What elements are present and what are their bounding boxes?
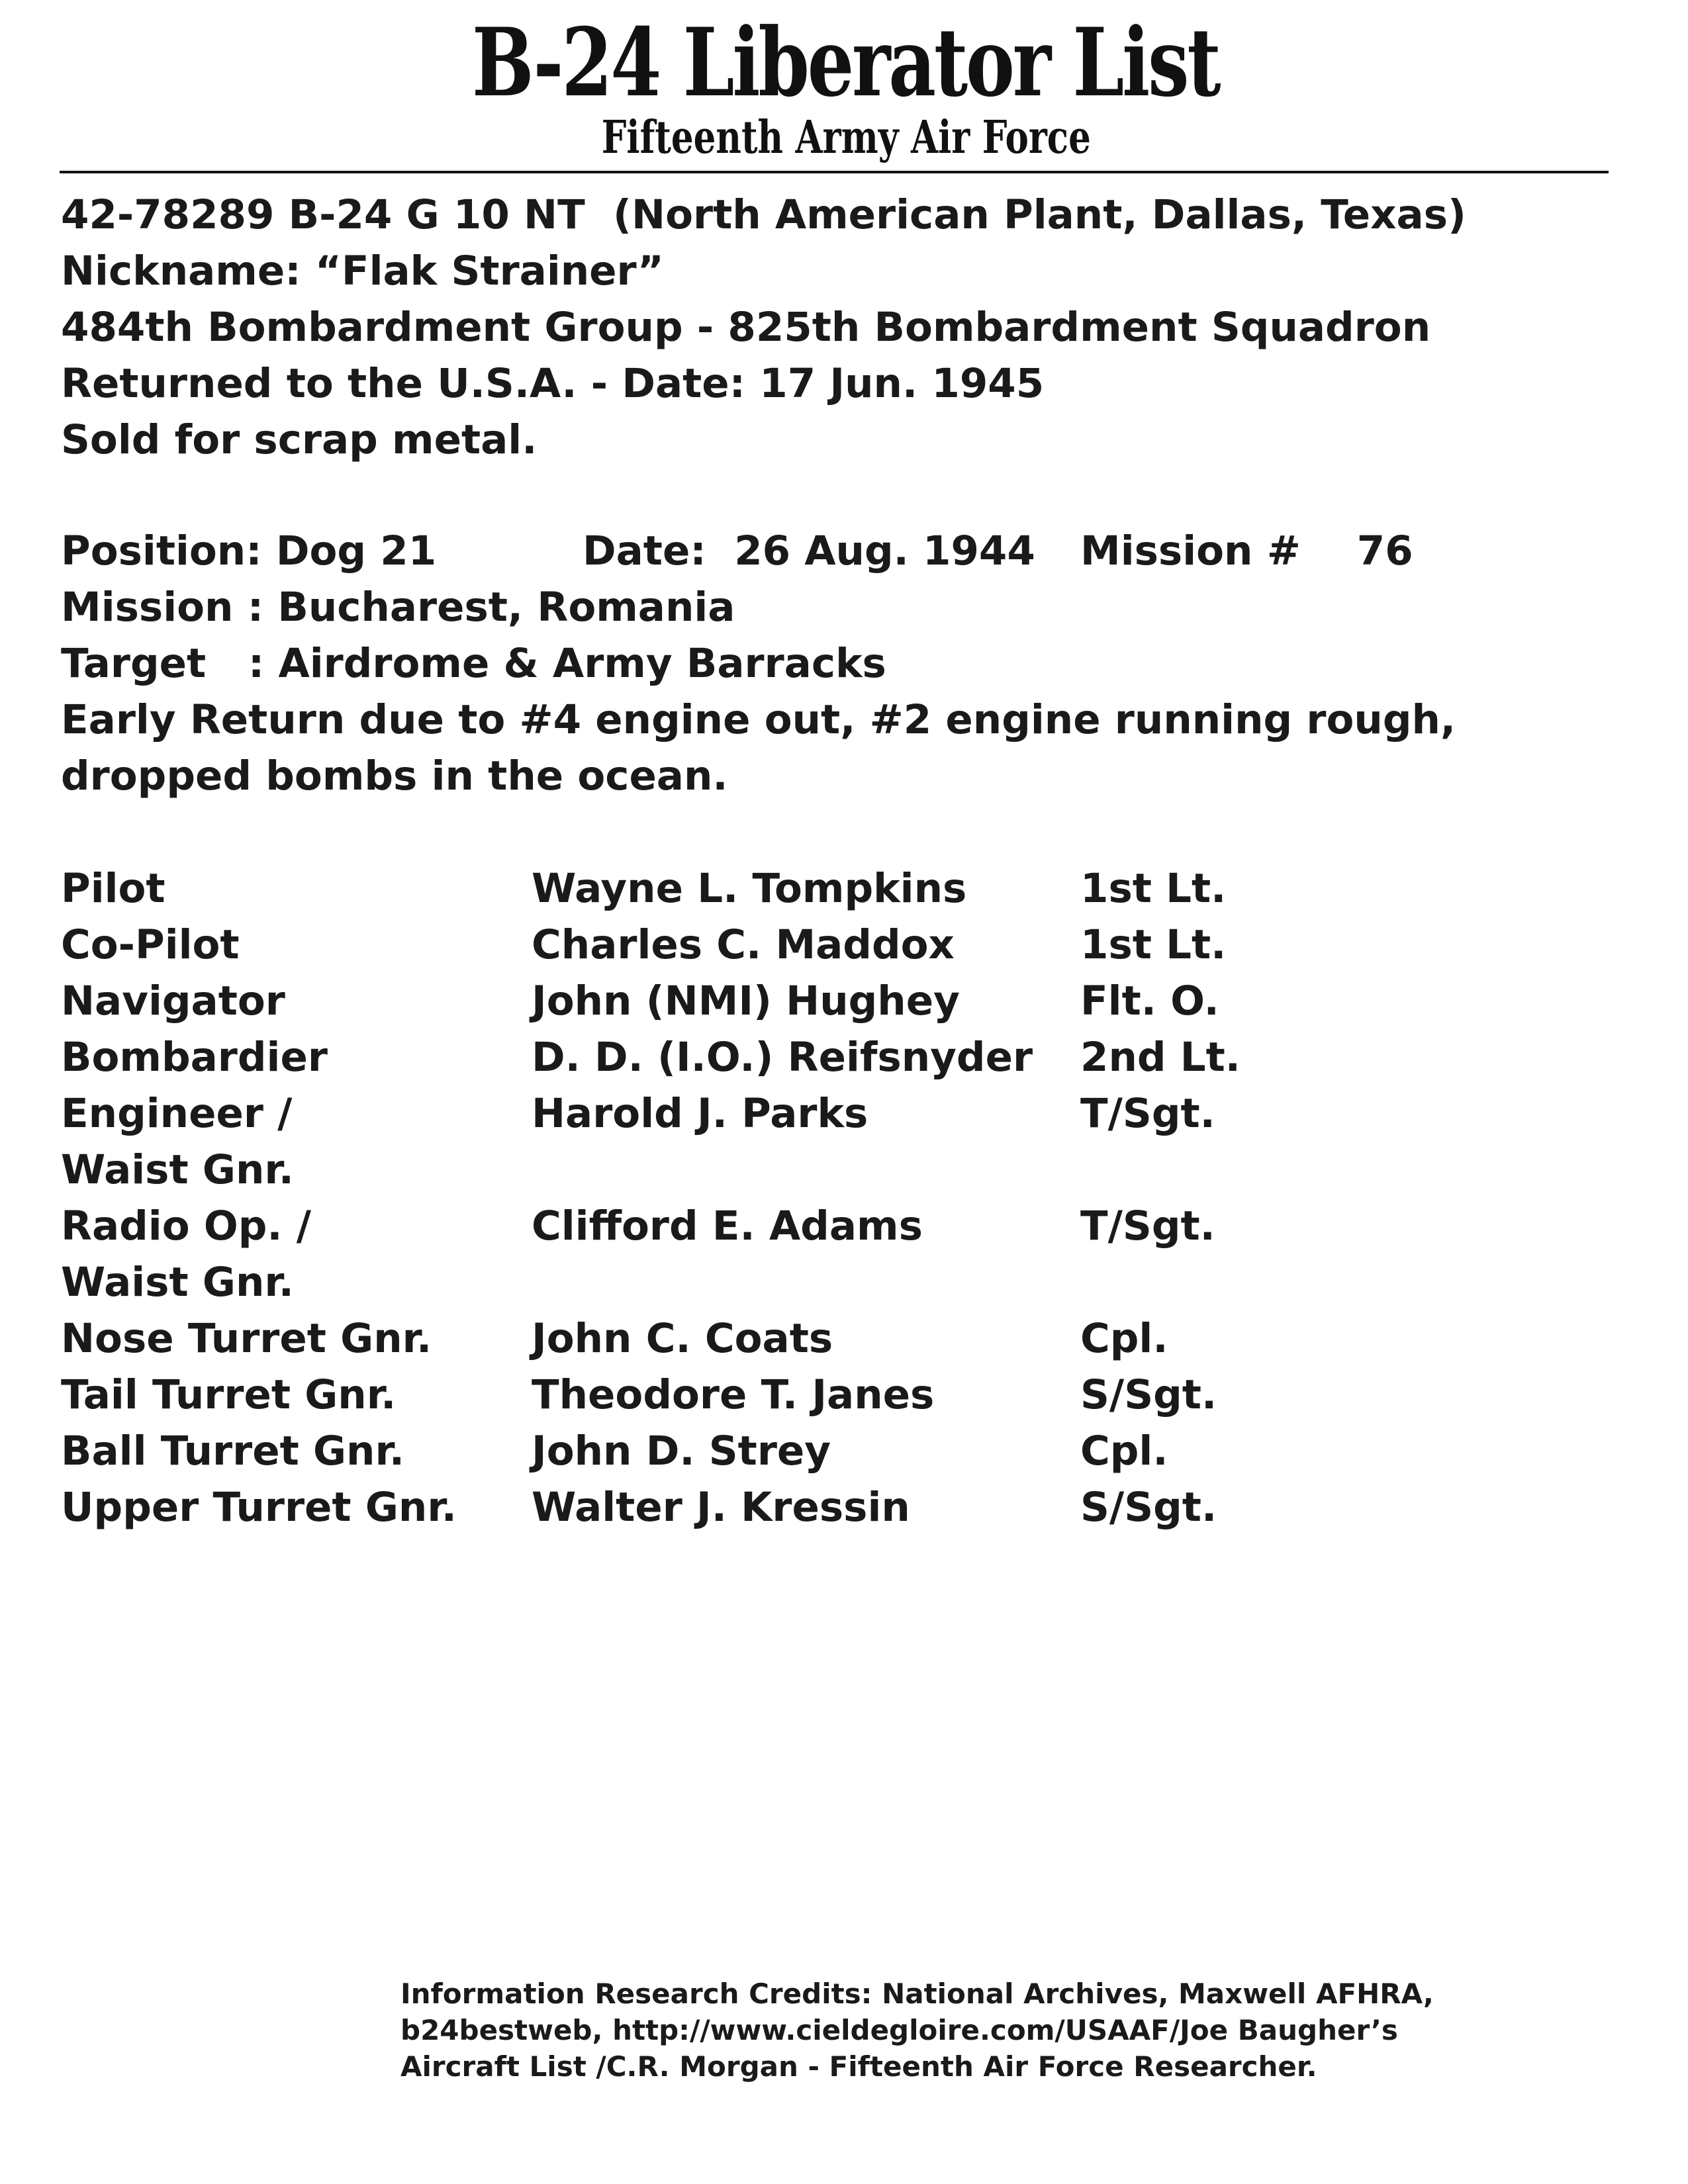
crew-rank: S/Sgt. [1080, 1484, 1217, 1531]
credits-line: Information Research Credits: National Archives, Maxwell AFHRA, [400, 1978, 1434, 2010]
crew-role: Engineer / [61, 1090, 293, 1137]
aircraft-nickname: Nickname: “Flak Strainer” [61, 248, 664, 295]
page-subtitle: Fifteenth Army Air Force [601, 111, 1091, 164]
crew-name: John C. Coats [532, 1315, 833, 1362]
aircraft-returned: Returned to the U.S.A. - Date: 17 Jun. 1945 [61, 360, 1045, 407]
crew-rank: S/Sgt. [1080, 1371, 1217, 1418]
crew-name: Walter J. Kressin [532, 1484, 910, 1531]
crew-role: Pilot [61, 865, 165, 912]
credits-line: Aircraft List /C.R. Morgan - Fifteenth Air Force Researcher. [400, 2050, 1317, 2083]
crew-role: Radio Op. / [61, 1203, 312, 1250]
mission-target: Target : Airdrome & Army Barracks [61, 640, 886, 687]
crew-role-continued: Waist Gnr. [61, 1259, 294, 1306]
page-title: B-24 Liberator List [471, 8, 1219, 118]
aircraft-serial-line: 42-78289 B-24 G 10 NT (North American Plant, Dallas, Texas) [61, 191, 1466, 238]
crew-name: Clifford E. Adams [532, 1203, 923, 1250]
crew-role: Bombardier [61, 1034, 328, 1081]
crew-role-continued: Waist Gnr. [61, 1146, 294, 1193]
crew-rank: T/Sgt. [1080, 1090, 1215, 1137]
crew-role: Ball Turret Gnr. [61, 1428, 405, 1475]
research-credits [400, 1976, 1434, 2085]
credits-line: b24bestweb, http://www.cieldegloire.com/USAAF/Joe Baugher’s [400, 2014, 1398, 2046]
crew-rank: 1st Lt. [1080, 865, 1227, 912]
crew-role: Nose Turret Gnr. [61, 1315, 432, 1362]
crew-name: D. D. (I.O.) Reifsnyder [532, 1034, 1033, 1081]
mission-destination: Mission : Bucharest, Romania [61, 584, 735, 631]
aircraft-disposition: Sold for scrap metal. [61, 416, 538, 463]
crew-role: Tail Turret Gnr. [61, 1371, 397, 1418]
crew-role: Co-Pilot [61, 921, 240, 968]
crew-role: Upper Turret Gnr. [61, 1484, 457, 1531]
header-divider [60, 171, 1609, 173]
mission-note-line2: dropped bombs in the ocean. [61, 752, 728, 799]
crew-name: Wayne L. Tompkins [532, 865, 967, 912]
crew-name: Harold J. Parks [532, 1090, 868, 1137]
crew-name: Theodore T. Janes [532, 1371, 935, 1418]
crew-name: John D. Strey [532, 1428, 831, 1475]
mission-note-line1: Early Return due to #4 engine out, #2 engine running rough, [61, 696, 1456, 743]
crew-name: John (NMI) Hughey [532, 978, 960, 1024]
crew-rank: Cpl. [1080, 1315, 1168, 1362]
aircraft-group: 484th Bombardment Group - 825th Bombardment Squadron [61, 304, 1431, 351]
crew-rank: 1st Lt. [1080, 921, 1227, 968]
crew-rank: Flt. O. [1080, 978, 1219, 1024]
crew-rank: Cpl. [1080, 1428, 1168, 1475]
crew-name: Charles C. Maddox [532, 921, 955, 968]
crew-rank: 2nd Lt. [1080, 1034, 1241, 1081]
crew-role: Navigator [61, 978, 285, 1024]
mission-date: Date: 26 Aug. 1944 [583, 527, 1035, 574]
crew-rank: T/Sgt. [1080, 1203, 1215, 1250]
mission-number: Mission # 76 [1080, 527, 1413, 574]
mission-position: Position: Dog 21 [61, 527, 437, 574]
